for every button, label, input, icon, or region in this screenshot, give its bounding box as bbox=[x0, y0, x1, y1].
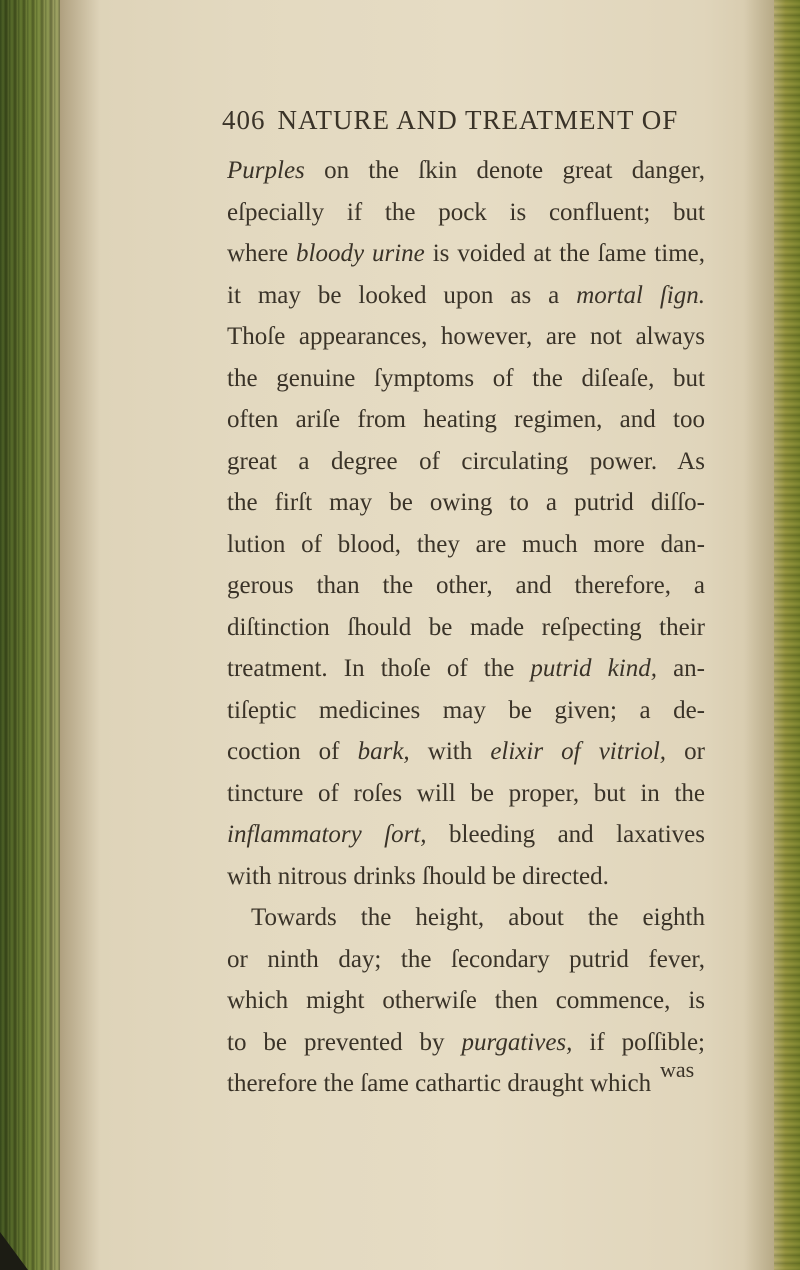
text-run: an- bbox=[656, 655, 705, 682]
text-line bbox=[227, 939, 705, 981]
book-binding-left bbox=[0, 0, 60, 1270]
page-number: 406 bbox=[222, 105, 266, 135]
text-run: tiſeptic medicines may be given; a de- bbox=[227, 696, 705, 724]
text-run: eſpecially if the pock is confluent; but bbox=[227, 198, 705, 226]
text-line bbox=[227, 150, 705, 192]
text-run: on the ſkin denote great danger, bbox=[304, 157, 705, 184]
gutter-shadow bbox=[60, 0, 100, 1270]
edge-shadow bbox=[744, 0, 774, 1270]
italic-text: bark, bbox=[357, 738, 410, 765]
text-run: great a degree of circulating power. As bbox=[227, 447, 705, 475]
text-line bbox=[227, 814, 705, 856]
text-run: Towards the height, about the eighth bbox=[251, 904, 705, 931]
text-line bbox=[227, 731, 705, 773]
text-line bbox=[227, 316, 705, 358]
text-line bbox=[227, 524, 705, 566]
text-run: with nitrous drinks ſhould be directed. bbox=[227, 862, 609, 890]
text-run: or ninth day; the ſecondary putrid fever, bbox=[227, 945, 705, 973]
text-line bbox=[227, 648, 705, 690]
text-line bbox=[227, 358, 705, 400]
text-run: bleeding and laxatives bbox=[426, 821, 705, 848]
text-run: or bbox=[666, 738, 705, 765]
text-run: gerous than the other, and therefore, a bbox=[227, 572, 705, 599]
text-run: where bbox=[227, 240, 297, 267]
text-line bbox=[227, 441, 705, 483]
text-run: Thoſe appearances, however, are not always bbox=[227, 323, 705, 350]
italic-text: Purples bbox=[227, 157, 305, 184]
italic-text: putrid kind, bbox=[530, 655, 657, 682]
page-edge-right bbox=[774, 0, 800, 1270]
italic-text: mortal ſign. bbox=[576, 281, 705, 309]
text-run: which might otherwiſe then commence, is bbox=[227, 987, 705, 1014]
text-run: it may be looked upon as a bbox=[227, 281, 577, 309]
catchword: was bbox=[660, 1057, 695, 1082]
text-run: the genuine ſymptoms of the diſeaſe, but bbox=[227, 364, 705, 392]
text-line bbox=[227, 607, 705, 649]
text-run: to be prevented by bbox=[227, 1028, 462, 1056]
text-line bbox=[227, 192, 705, 234]
text-run: is voided at the ſame time, bbox=[424, 240, 705, 267]
text-line bbox=[227, 399, 705, 441]
italic-text: bloody urine bbox=[296, 240, 425, 267]
text-run: diſtinction ſhould be made reſpecting their bbox=[227, 613, 705, 641]
text-run: treatment. In thoſe of the bbox=[227, 655, 531, 682]
text-line bbox=[227, 980, 705, 1022]
text-line bbox=[227, 1063, 705, 1105]
text-line bbox=[227, 233, 705, 275]
text-run: often ariſe from heating regimen, and too bbox=[227, 406, 705, 433]
italic-text: purgatives, bbox=[461, 1028, 573, 1056]
italic-text: inflammatory ſort, bbox=[227, 821, 427, 848]
text-line bbox=[227, 690, 705, 732]
text-line bbox=[227, 897, 705, 939]
text-run: the firſt may be owing to a putrid diſſo- bbox=[227, 489, 705, 516]
text-line bbox=[227, 565, 705, 607]
corner-marker bbox=[0, 1232, 28, 1270]
text-line bbox=[227, 1022, 705, 1064]
text-run: coction of bbox=[227, 738, 358, 765]
text-line bbox=[227, 482, 705, 524]
text-line bbox=[227, 773, 705, 815]
text-line bbox=[227, 275, 705, 317]
text-run: if poſſible; bbox=[572, 1028, 705, 1056]
text-run: therefore the ſame cathartic draught which bbox=[227, 1070, 652, 1097]
body-text bbox=[227, 150, 705, 1105]
text-run: tincture of roſes will be proper, but in the bbox=[227, 779, 705, 807]
text-run: lution of blood, they are much more dan- bbox=[227, 530, 705, 558]
italic-text: elixir of vitriol, bbox=[490, 738, 667, 765]
running-title: NATURE AND TREATMENT OF bbox=[277, 105, 679, 135]
running-header bbox=[222, 100, 692, 140]
text-run: with bbox=[409, 738, 491, 765]
text-line bbox=[227, 856, 705, 898]
